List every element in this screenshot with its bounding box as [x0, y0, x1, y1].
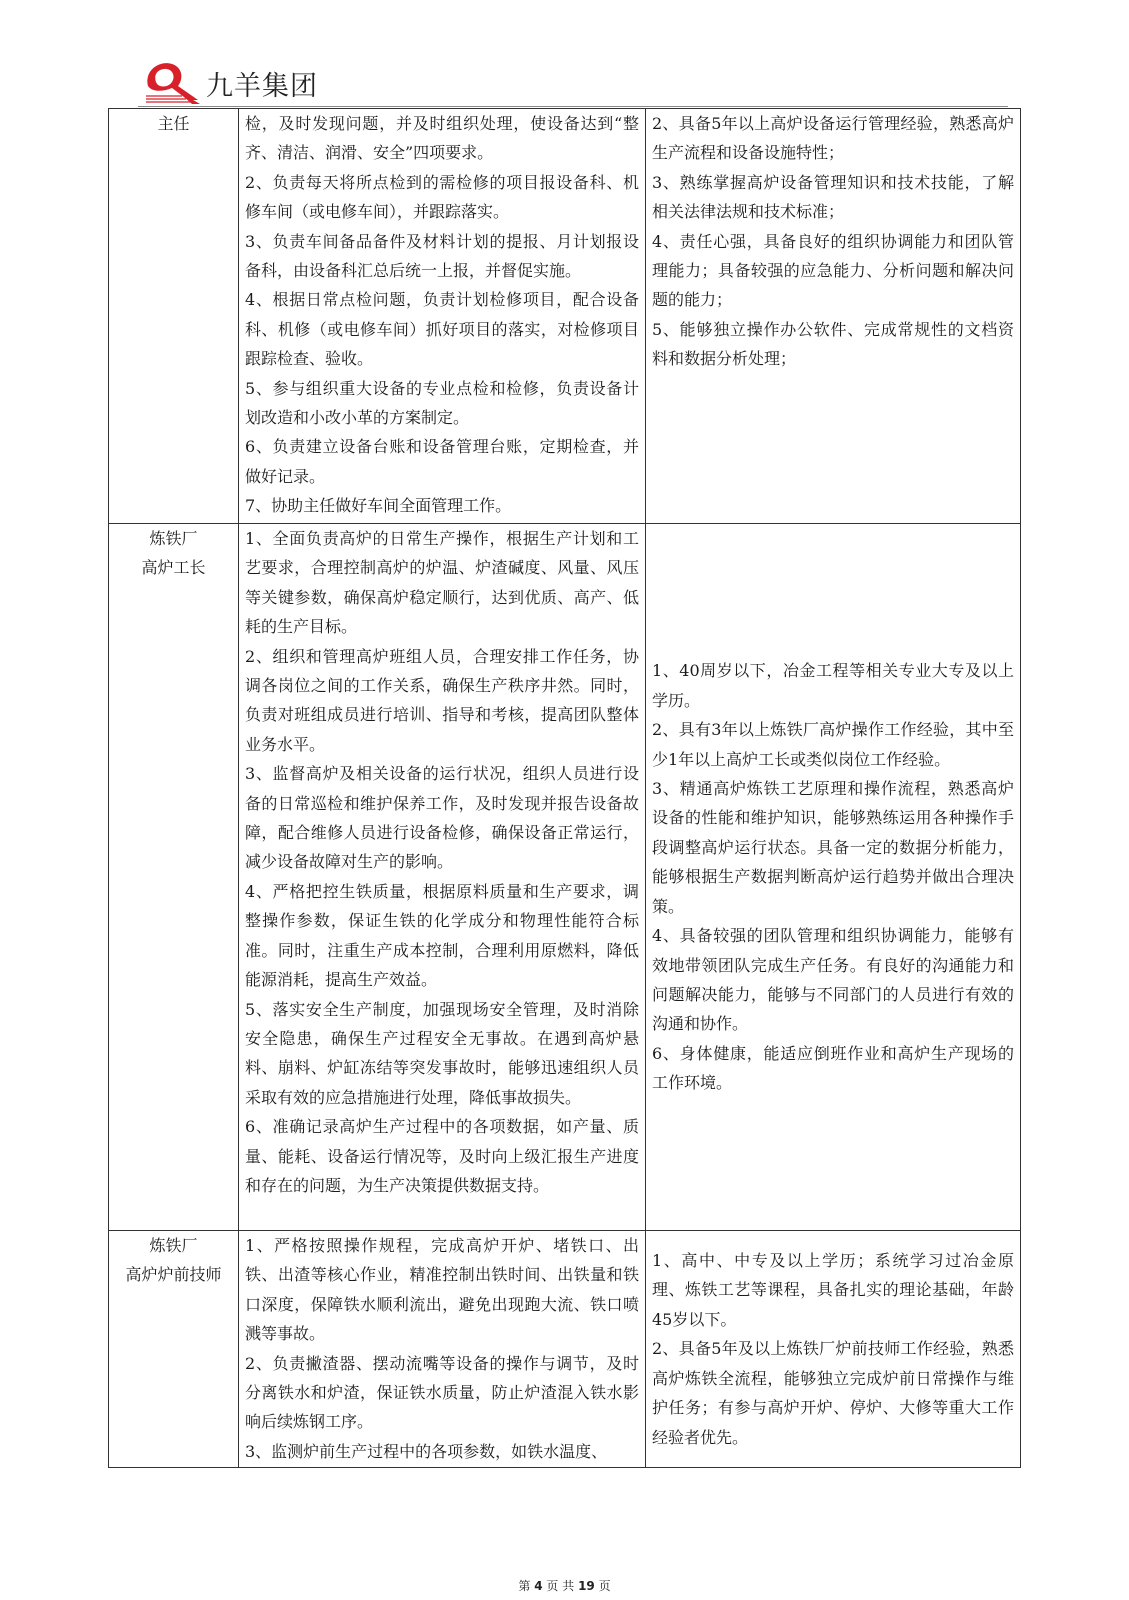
requirement-item: 6、身体健康，能适应倒班作业和高炉生产现场的工作环境。: [652, 1043, 1014, 1093]
duty-item: 1、严格按照操作规程，完成高炉开炉、堵铁口、出铁、出渣等核心作业，精准控制出铁时间、出铁量和铁口深度，保障铁水顺利流出，避免出现跑大流、铁口喷溅等事故。: [245, 1236, 639, 1344]
requirement-item: 3、熟练掌握高炉设备管理知识和技术技能，了解相关法律法规和技术标准；: [652, 172, 1014, 222]
duty-item: 2、组织和管理高炉班组人员，合理安排工作任务，协调各岗位之间的工作关系，确保生产秩序井然。同时，负责对班组成员进行培训、指导和考核，提高团队整体业务水平。: [245, 646, 639, 754]
page-number: 4: [534, 1579, 543, 1593]
duty-item: 7、协助主任做好车间全面管理工作。: [245, 496, 512, 516]
requirements-cell: [646, 109, 1021, 524]
duty-item: 4、严格把控生铁质量，根据原料质量和生产要求，调整操作参数，保证生铁的化学成分和物理性能符合标准。同时，注重生产成本控制，合理利用原燃料，降低能源消耗，提高生产效益。: [245, 881, 639, 990]
position-name: 主任: [157, 114, 190, 133]
duty-item: 2、负责每天将所点检到的需检修的项目报设备科、机修车间（或电修车间），并跟踪落实。: [245, 172, 639, 222]
requirement-item: 1、40周岁以下，冶金工程等相关专业大专及以上学历。: [652, 661, 1014, 710]
position-name: 高炉工长: [141, 558, 206, 578]
position-cell: [109, 109, 239, 524]
requirement-item: 1、高中、中专及以上学历；系统学习过冶金原理、炼铁工艺等课程，具备扎实的理论基础，年龄45岁以下。: [652, 1251, 1014, 1329]
duty-item: 5、落实安全生产制度，加强现场安全管理，及时消除安全隐患，确保生产过程安全无事故。在遇到高炉悬料、崩料、炉缸冻结等突发事故时，能够迅速组织人员采取有效的应急措施进行处理，降低事故损失。: [245, 999, 639, 1107]
requirement-item: 4、具备较强的团队管理和组织协调能力，能够有效地带领团队完成生产任务。有良好的沟通能力和问题解决能力，能够与不同部门的人员进行有效的沟通和协作。: [652, 926, 1014, 1034]
duty-item: 5、参与组织重大设备的专业点检和检修，负责设备计划改造和小改小革的方案制定。: [245, 378, 639, 428]
position-name: 高炉炉前技师: [125, 1265, 222, 1285]
table-row: [109, 524, 1021, 1231]
position-name: 炼铁厂: [149, 529, 198, 548]
page-footer: [0, 1577, 1129, 1594]
duty-item: 6、准确记录高炉生产过程中的各项数据，如产量、质量、能耗、设备运行情况等，及时向上级汇报生产进度和存在的问题，为生产决策提供数据支持。: [245, 1117, 639, 1195]
total-pages: 19: [578, 1579, 595, 1593]
position-cell: [109, 524, 239, 1231]
duty-item: 1、全面负责高炉的日常生产操作，根据生产计划和工艺要求，合理控制高炉的炉温、炉渣碱度、风量、风压等关键参数，确保高炉稳定顺行，达到优质、高产、低耗的生产目标。: [245, 529, 639, 637]
duty-item: 4、根据日常点检问题，负责计划检修项目，配合设备科、机修（或电修车间）抓好项目的落实，对检修项目跟踪检查、验收。: [245, 290, 639, 369]
requirement-item: 3、精通高炉炼铁工艺原理和操作流程，熟悉高炉设备的性能和维护知识，能够熟练运用各种操作手段调整高炉运行状态。具备一定的数据分析能力，能够根据生产数据判断高炉运行趋势并做出合理决策。: [652, 779, 1014, 916]
duty-item: 2、负责撇渣器、摆动流嘴等设备的操作与调节，及时分离铁水和炉渣，保证铁水质量，防止炉渣混入铁水影响后续炼钢工序。: [245, 1353, 639, 1432]
duties-cell: [239, 524, 646, 1231]
duty-item: 6、负责建立设备台账和设备管理台账，定期检查，并做好记录。: [245, 437, 639, 486]
table-row: [109, 109, 1021, 524]
position-name: 炼铁厂: [149, 1236, 198, 1255]
position-cell: [109, 1231, 239, 1468]
company-logo-icon: [142, 56, 204, 106]
table-row: [109, 1231, 1021, 1468]
footer-prefix: 第: [518, 1579, 531, 1593]
requirements-cell: [646, 524, 1021, 1231]
requirement-item: 2、具备5年以上高炉设备运行管理经验，熟悉高炉生产流程和设备设施特性；: [652, 114, 1014, 163]
footer-middle: 页 共: [546, 1579, 575, 1593]
duty-item: 3、监督高炉及相关设备的运行状况，组织人员进行设备的日常巡检和维护保养工作，及时发现并报告设备故障，配合维修人员进行设备检修，确保设备正常运行，减少设备故障对生产的影响。: [245, 764, 639, 872]
duties-cell: [239, 109, 646, 524]
requirement-item: 2、具备5年及以上炼铁厂炉前技师工作经验，熟悉高炉炼铁全流程，能够独立完成炉前日常操作与维护任务；有参与高炉开炉、停炉、大修等重大工作经验者优先。: [652, 1339, 1014, 1447]
job-description-table: [108, 108, 1021, 1468]
requirements-cell: [646, 1231, 1021, 1468]
footer-suffix: 页: [598, 1579, 611, 1593]
requirement-item: 2、具有3年以上炼铁厂高炉操作工作经验，其中至少1年以上高炉工长或类似岗位工作经验。: [652, 720, 1014, 769]
duty-item: 3、监测炉前生产过程中的各项参数，如铁水温度、: [245, 1441, 608, 1461]
header-divider: [138, 106, 1008, 107]
requirement-item: 4、责任心强，具备良好的组织协调能力和团队管理能力；具备较强的应急能力、分析问题和解决问题的能力；: [652, 231, 1014, 310]
page-header: [138, 52, 1008, 108]
requirement-item: 5、能够独立操作办公软件、完成常规性的文档资料和数据分析处理；: [652, 319, 1014, 369]
duties-cell: [239, 1231, 646, 1468]
duty-item: 3、负责车间备品备件及材料计划的提报、月计划报设备科，由设备科汇总后统一上报，并督促实施。: [245, 231, 639, 281]
duty-item: 检，及时发现问题，并及时组织处理，使设备达到“整齐、清洁、润滑、安全”四项要求。: [245, 114, 639, 163]
company-name: 九羊集团: [206, 71, 318, 102]
